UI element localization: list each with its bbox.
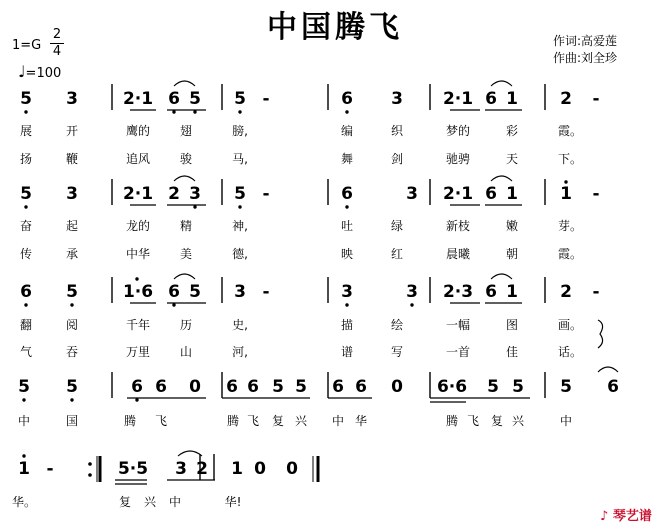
- note-4-11: 6: [355, 377, 367, 397]
- note-4-15: 5: [512, 377, 524, 397]
- lyric-3-1-9: 图: [505, 318, 519, 332]
- lyric-1-2-3: 追风: [125, 152, 151, 166]
- note-1-4: 6: [168, 89, 180, 109]
- note-2-10: 2·1: [442, 184, 474, 204]
- lyric-3-1-1: 翻: [19, 318, 33, 332]
- note-1-6: 5: [234, 89, 246, 109]
- octave-dot-below-16: [135, 398, 138, 401]
- lyric-2-1-6: 吐: [340, 219, 354, 233]
- lyric-3-1-10: 画。: [557, 318, 583, 332]
- note-4-16: 5: [560, 377, 572, 397]
- note-2-8: 6: [341, 184, 353, 204]
- note-3-5: 5: [189, 282, 201, 302]
- lyric-1-1-6: 编: [340, 124, 354, 138]
- lyric-1-2-10: 下。: [557, 152, 583, 166]
- note-5-6: 1: [231, 459, 243, 479]
- note-5-1: 1: [18, 459, 30, 479]
- lyric-2-2-7: 红: [390, 247, 404, 261]
- lyric-2-2-9: 朝: [505, 247, 519, 261]
- tempo-value: =100: [25, 66, 62, 81]
- lyric-1-1-5: 膀,: [232, 124, 248, 138]
- note-4-4: 6: [155, 377, 167, 397]
- note-4-12: 0: [391, 377, 403, 397]
- slur-1: [174, 81, 195, 86]
- note-2-12: 1: [506, 184, 518, 204]
- time-signature-bottom: 4: [52, 44, 62, 59]
- lyric-3-1-2: 阅: [65, 318, 79, 332]
- lyric-4-1-8: 兴: [294, 414, 308, 428]
- note-3-10: 2·3: [442, 282, 474, 302]
- note-2-2: 3: [66, 184, 78, 204]
- lyric-2-1-4: 精: [179, 219, 193, 233]
- note-1-13: 2: [560, 89, 572, 109]
- note-1-14: -: [592, 89, 600, 109]
- note-4-8: 5: [272, 377, 284, 397]
- lyric-3-2-5: 河,: [232, 345, 248, 359]
- lyric-4-1-13: 复: [490, 414, 504, 428]
- lyric-2-2-6: 映: [340, 247, 354, 261]
- lyric-4-1-9: 中: [331, 414, 345, 428]
- octave-dot-below-5: [172, 110, 175, 113]
- note-2-5: 3: [189, 184, 201, 204]
- note-4-3: 6: [131, 377, 143, 397]
- note-1-11: 6: [485, 89, 497, 109]
- lyric-1-2-1: 扬: [19, 152, 33, 166]
- note-1-12: 1: [506, 89, 518, 109]
- note-1-1: 5: [20, 89, 32, 109]
- lyric-4-1-2: 国: [65, 414, 79, 428]
- lyric-3-1-8: 一幅: [445, 318, 471, 332]
- note-4-13: 6·6: [436, 377, 468, 397]
- lyric-2-1-8: 新枝: [445, 219, 471, 233]
- lyric-3-1-3: 千年: [125, 318, 151, 332]
- lyric-3-2-2: 吞: [65, 345, 79, 359]
- note-5-5: 2: [196, 459, 208, 479]
- lyric-2-1-5: 神,: [232, 219, 248, 233]
- lyric-2-1-7: 绿: [390, 219, 404, 233]
- lyric-5-1-1: 华。: [11, 495, 37, 509]
- lyric-2-2-3: 中华: [125, 247, 151, 261]
- lyric-4-1-5: 腾: [226, 414, 240, 428]
- note-3-14: -: [592, 282, 600, 302]
- note-3-8: 3: [341, 282, 353, 302]
- lyric-2-2-2: 承: [65, 247, 79, 261]
- lyric-5-1-5: 华!: [224, 495, 242, 509]
- note-5-2: -: [46, 459, 54, 479]
- lyric-1-1-8: 梦的: [445, 124, 471, 138]
- octave-dot-above-2: [135, 277, 138, 280]
- note-5-3: 5·5: [117, 459, 149, 479]
- time-signature-top: 2: [52, 27, 62, 42]
- note-5-8: 0: [286, 459, 298, 479]
- note-3-3: 1·6: [122, 282, 154, 302]
- note-1-5: 5: [189, 89, 201, 109]
- lyric-2-2-5: 德,: [232, 247, 248, 261]
- lyric-2-2-8: 晨曦: [445, 247, 471, 261]
- slur-6: [491, 274, 512, 279]
- lyric-1-1-7: 织: [390, 124, 404, 138]
- note-3-2: 5: [66, 282, 78, 302]
- octave-dot-below-13: [410, 303, 413, 306]
- octave-dot-below-1: [24, 110, 27, 113]
- lyric-3-1-6: 描: [340, 318, 354, 332]
- octave-dot-below-17: [172, 303, 175, 306]
- lyric-3-2-8: 一首: [445, 345, 471, 359]
- lyric-1-2-6: 舞: [340, 152, 354, 166]
- lyric-2-1-2: 起: [65, 219, 79, 233]
- lyric-4-1-1: 中: [17, 414, 31, 428]
- lyric-1-1-10: 霞。: [557, 124, 583, 138]
- note-4-1: 5: [18, 377, 30, 397]
- lyric-2-1-3: 龙的: [125, 219, 151, 233]
- slur-3: [174, 176, 195, 181]
- note-1-3: 2·1: [122, 89, 154, 109]
- note-4-17: 6: [607, 377, 619, 397]
- note-3-12: 1: [506, 282, 518, 302]
- note-2-1: 5: [20, 184, 32, 204]
- lyric-1-2-4: 骏: [179, 152, 193, 166]
- lyric-1-2-7: 剑: [390, 152, 404, 166]
- lyric-3-1-7: 绘: [390, 318, 404, 332]
- note-1-10: 2·1: [442, 89, 474, 109]
- lyric-2-1-1: 奋: [19, 219, 33, 233]
- octave-dot-below-12: [345, 303, 348, 306]
- note-2-3: 2·1: [122, 184, 154, 204]
- slur-2: [491, 81, 512, 86]
- lyric-4-1-14: 兴: [511, 414, 525, 428]
- note-3-6: 3: [234, 282, 246, 302]
- octave-dot-below-2: [345, 110, 348, 113]
- lyric-5-1-2: 复: [118, 495, 132, 509]
- lyric-4-1-3: 腾: [123, 414, 137, 428]
- lyric-3-2-6: 谱: [340, 345, 354, 359]
- key-signature: 1=G: [12, 38, 42, 53]
- note-3-7: -: [262, 282, 270, 302]
- lyric-2-2-1: 传: [19, 247, 33, 261]
- note-1-7: -: [262, 89, 270, 109]
- octave-dot-below-6: [24, 205, 27, 208]
- lyric-1-1-3: 鹰的: [125, 124, 151, 138]
- lyric-3-2-7: 写: [390, 345, 404, 359]
- lyricist-credit: 作词:高爱莲: [553, 34, 618, 48]
- octave-dot-below-4: [193, 110, 196, 113]
- lyric-3-2-3: 万里: [125, 345, 151, 359]
- repeat-dot-upper: [88, 462, 92, 466]
- octave-dot-below-7: [345, 205, 348, 208]
- lyric-4-1-15: 中: [559, 414, 573, 428]
- lyric-3-1-5: 史,: [232, 318, 248, 332]
- lyric-2-2-4: 美: [179, 247, 193, 261]
- note-4-14: 5: [487, 377, 499, 397]
- note-4-6: 6: [226, 377, 238, 397]
- octave-dot-below-9: [193, 205, 196, 208]
- slur-5: [174, 274, 195, 279]
- lyric-4-1-7: 复: [271, 414, 285, 428]
- note-3-11: 6: [485, 282, 497, 302]
- octave-dot-below-10: [24, 303, 27, 306]
- lyric-1-2-8: 驰骋: [445, 152, 471, 166]
- repeat-dot-lower: [88, 473, 92, 477]
- slur-8: [598, 367, 618, 372]
- octave-dot-above-3: [564, 180, 567, 183]
- note-4-5: 0: [189, 377, 201, 397]
- lyric-3-2-4: 山: [179, 345, 193, 359]
- lyric-1-1-4: 翅: [179, 124, 193, 138]
- note-2-6: 5: [234, 184, 246, 204]
- score-title: 中国腾飞: [267, 10, 403, 45]
- octave-dot-below-14: [22, 398, 25, 401]
- note-3-13: 2: [560, 282, 572, 302]
- note-2-14: -: [592, 184, 600, 204]
- composer-credit: 作曲:刘全珍: [553, 51, 618, 65]
- lyric-4-1-10: 华: [354, 414, 368, 428]
- note-2-13: 1: [560, 184, 572, 204]
- lyric-5-1-4: 中: [168, 495, 182, 509]
- note-3-1: 6: [20, 282, 32, 302]
- lyric-2-1-10: 芽。: [557, 219, 583, 233]
- octave-dot-below-11: [70, 303, 73, 306]
- lyric-3-2-1: 气: [19, 345, 33, 359]
- note-5-4: 3: [175, 459, 187, 479]
- note-3-9: 3: [406, 282, 418, 302]
- lyric-4-1-6: 飞: [246, 414, 260, 428]
- lyric-3-2-9: 佳: [505, 345, 519, 359]
- octave-dot-below-8: [238, 205, 241, 208]
- lyric-4-1-11: 腾: [445, 414, 459, 428]
- lyric-1-1-9: 彩: [505, 124, 519, 138]
- slur-7: [178, 451, 202, 456]
- lyric-1-1-2: 开: [65, 124, 79, 138]
- note-1-2: 3: [66, 89, 78, 109]
- quarter-note-icon: ♩: [18, 62, 26, 81]
- note-4-9: 5: [295, 377, 307, 397]
- music-logo-icon: ♪: [600, 509, 609, 524]
- watermark-text: 琴艺谱: [612, 509, 652, 524]
- note-4-10: 6: [332, 377, 344, 397]
- note-4-2: 5: [66, 377, 78, 397]
- repeat-brace: [598, 320, 603, 348]
- lyric-1-1-1: 展: [19, 124, 33, 138]
- lyric-5-1-3: 兴: [143, 495, 157, 509]
- lyric-3-2-10: 话。: [557, 345, 583, 359]
- lyric-3-1-4: 历: [179, 318, 193, 332]
- lyric-1-2-2: 鞭: [65, 152, 79, 166]
- note-5-7: 0: [254, 459, 266, 479]
- note-2-7: -: [262, 184, 270, 204]
- lyric-4-1-12: 飞: [466, 414, 480, 428]
- note-3-4: 6: [168, 282, 180, 302]
- slur-4: [491, 176, 512, 181]
- lyric-4-1-4: 飞: [154, 414, 168, 428]
- note-1-8: 6: [341, 89, 353, 109]
- lyric-2-2-10: 霞。: [557, 247, 583, 261]
- note-1-9: 3: [391, 89, 403, 109]
- lyric-1-2-9: 天: [505, 152, 519, 166]
- note-4-7: 6: [247, 377, 259, 397]
- note-2-11: 6: [485, 184, 497, 204]
- lyric-2-1-9: 嫩: [505, 219, 519, 233]
- octave-dot-below-15: [70, 398, 73, 401]
- octave-dot-below-3: [238, 110, 241, 113]
- note-2-9: 3: [406, 184, 418, 204]
- octave-dot-above-1: [22, 454, 25, 457]
- note-2-4: 2: [168, 184, 180, 204]
- lyric-1-2-5: 马,: [232, 152, 248, 166]
